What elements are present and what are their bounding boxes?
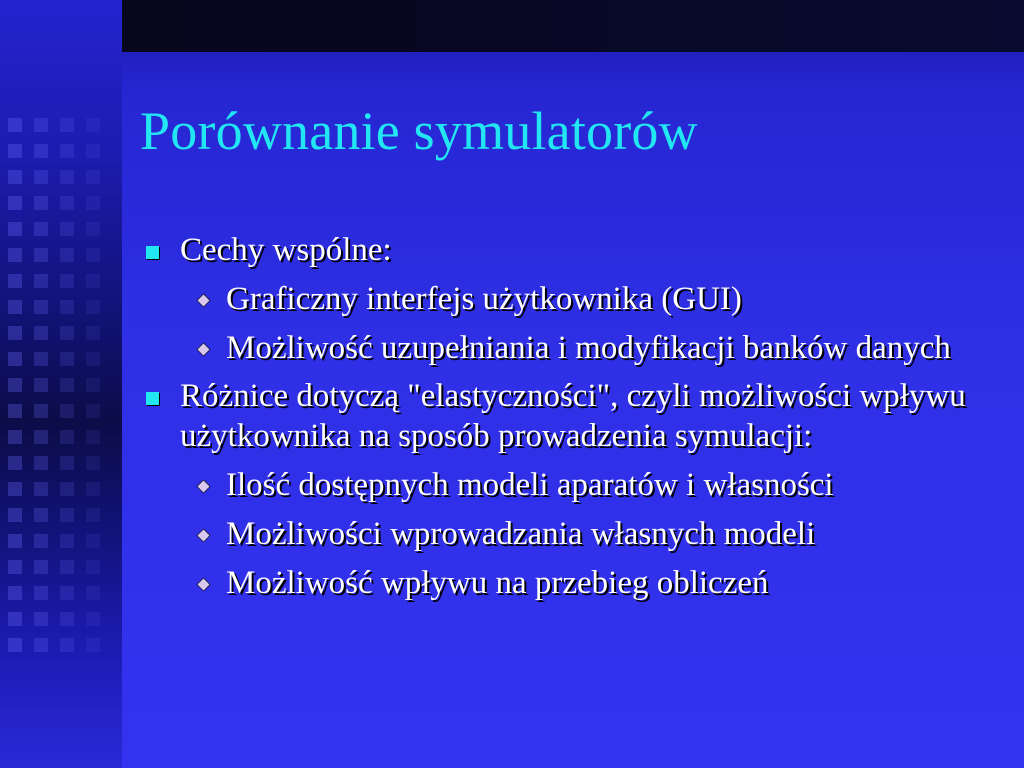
decor-square bbox=[34, 222, 48, 236]
decor-square bbox=[60, 300, 74, 314]
decor-square bbox=[8, 456, 22, 470]
square-bullet-icon bbox=[146, 392, 159, 405]
decor-square bbox=[60, 378, 74, 392]
decor-square bbox=[34, 248, 48, 262]
decor-square bbox=[34, 612, 48, 626]
decor-square bbox=[60, 326, 74, 340]
sub-bullet-item bbox=[140, 465, 1010, 505]
decor-square bbox=[34, 404, 48, 418]
decor-square bbox=[60, 638, 74, 652]
bullet-text: Możliwości wprowadzania własnych modeli bbox=[226, 516, 816, 552]
bullet-text: Możliwość wpływu na przebieg obliczeń bbox=[226, 565, 769, 601]
decor-square bbox=[86, 456, 100, 470]
diamond-bullet-icon bbox=[197, 529, 210, 542]
decor-square bbox=[34, 508, 48, 522]
bullet-list bbox=[140, 222, 1010, 603]
decor-square bbox=[86, 222, 100, 236]
decor-square bbox=[60, 560, 74, 574]
decor-square bbox=[86, 378, 100, 392]
decor-square bbox=[34, 144, 48, 158]
decor-square bbox=[86, 586, 100, 600]
decor-square bbox=[60, 586, 74, 600]
diamond-bullet-icon bbox=[197, 578, 210, 591]
decor-square bbox=[86, 170, 100, 184]
decor-square bbox=[86, 118, 100, 132]
decor-square bbox=[34, 482, 48, 496]
decor-square bbox=[86, 274, 100, 288]
bullet-item bbox=[140, 376, 1010, 456]
decor-square bbox=[60, 170, 74, 184]
decor-square bbox=[86, 352, 100, 366]
decor-square bbox=[86, 534, 100, 548]
decor-square bbox=[8, 586, 22, 600]
decor-square bbox=[34, 430, 48, 444]
decor-square bbox=[60, 482, 74, 496]
decor-square bbox=[8, 196, 22, 210]
diamond-bullet-icon bbox=[197, 294, 210, 307]
bullet-text: Cechy wspólne: bbox=[180, 232, 392, 268]
sub-bullet-item bbox=[140, 328, 1010, 368]
decor-square bbox=[60, 196, 74, 210]
decor-square bbox=[86, 612, 100, 626]
decor-square bbox=[34, 326, 48, 340]
decor-square bbox=[8, 560, 22, 574]
decor-square bbox=[34, 586, 48, 600]
bullet-item bbox=[140, 230, 1010, 270]
top-decor-band bbox=[122, 0, 1024, 52]
decor-square bbox=[86, 638, 100, 652]
decor-square bbox=[60, 456, 74, 470]
decor-square bbox=[86, 508, 100, 522]
decor-square bbox=[60, 144, 74, 158]
decor-square bbox=[86, 300, 100, 314]
decor-square bbox=[86, 196, 100, 210]
decor-square bbox=[86, 144, 100, 158]
decor-square bbox=[34, 118, 48, 132]
decor-square bbox=[60, 612, 74, 626]
decor-square bbox=[34, 274, 48, 288]
left-decor-strip bbox=[0, 0, 122, 768]
square-bullet-icon bbox=[146, 246, 159, 259]
decor-square bbox=[8, 404, 22, 418]
decor-square bbox=[34, 170, 48, 184]
decor-square bbox=[8, 118, 22, 132]
decor-squares bbox=[8, 118, 122, 678]
decor-square bbox=[34, 378, 48, 392]
decor-square bbox=[8, 248, 22, 262]
decor-square bbox=[60, 534, 74, 548]
decor-square bbox=[60, 352, 74, 366]
decor-square bbox=[8, 326, 22, 340]
decor-square bbox=[34, 352, 48, 366]
decor-square bbox=[8, 352, 22, 366]
decor-square bbox=[34, 534, 48, 548]
bullet-text: Graficzny interfejs użytkownika (GUI) bbox=[226, 281, 742, 317]
decor-square bbox=[86, 430, 100, 444]
diamond-bullet-icon bbox=[197, 343, 210, 356]
decor-square bbox=[8, 144, 22, 158]
decor-square bbox=[34, 560, 48, 574]
decor-square bbox=[86, 326, 100, 340]
decor-square bbox=[8, 222, 22, 236]
decor-square bbox=[60, 118, 74, 132]
bullet-text: Ilość dostępnych modeli aparatów i własności bbox=[226, 467, 834, 503]
decor-square bbox=[8, 430, 22, 444]
decor-square bbox=[60, 222, 74, 236]
decor-square bbox=[8, 170, 22, 184]
decor-square bbox=[60, 430, 74, 444]
sub-bullet-item bbox=[140, 514, 1010, 554]
decor-square bbox=[8, 378, 22, 392]
decor-square bbox=[34, 638, 48, 652]
decor-square bbox=[86, 560, 100, 574]
decor-square bbox=[60, 248, 74, 262]
diamond-bullet-icon bbox=[197, 480, 210, 493]
sub-bullet-item bbox=[140, 279, 1010, 319]
decor-square bbox=[86, 482, 100, 496]
decor-square bbox=[8, 274, 22, 288]
bullet-text: Możliwość uzupełniania i modyfikacji banków danych bbox=[226, 330, 951, 366]
decor-square bbox=[8, 612, 22, 626]
decor-square bbox=[34, 196, 48, 210]
decor-square bbox=[8, 534, 22, 548]
decor-square bbox=[34, 456, 48, 470]
decor-square bbox=[8, 300, 22, 314]
decor-square bbox=[8, 508, 22, 522]
sub-bullet-item bbox=[140, 563, 1010, 603]
decor-square bbox=[86, 404, 100, 418]
decor-square bbox=[34, 300, 48, 314]
decor-square bbox=[8, 482, 22, 496]
decor-square bbox=[86, 248, 100, 262]
decor-square bbox=[60, 508, 74, 522]
decor-square bbox=[60, 274, 74, 288]
decor-square bbox=[8, 638, 22, 652]
decor-square bbox=[60, 404, 74, 418]
slide-title: Porównanie symulatorów bbox=[140, 101, 698, 161]
bullet-text: Różnice dotyczą "elastyczności", czyli możliwości wpływu użytkownika na sposób prowadzenia symulacji: bbox=[180, 378, 966, 454]
